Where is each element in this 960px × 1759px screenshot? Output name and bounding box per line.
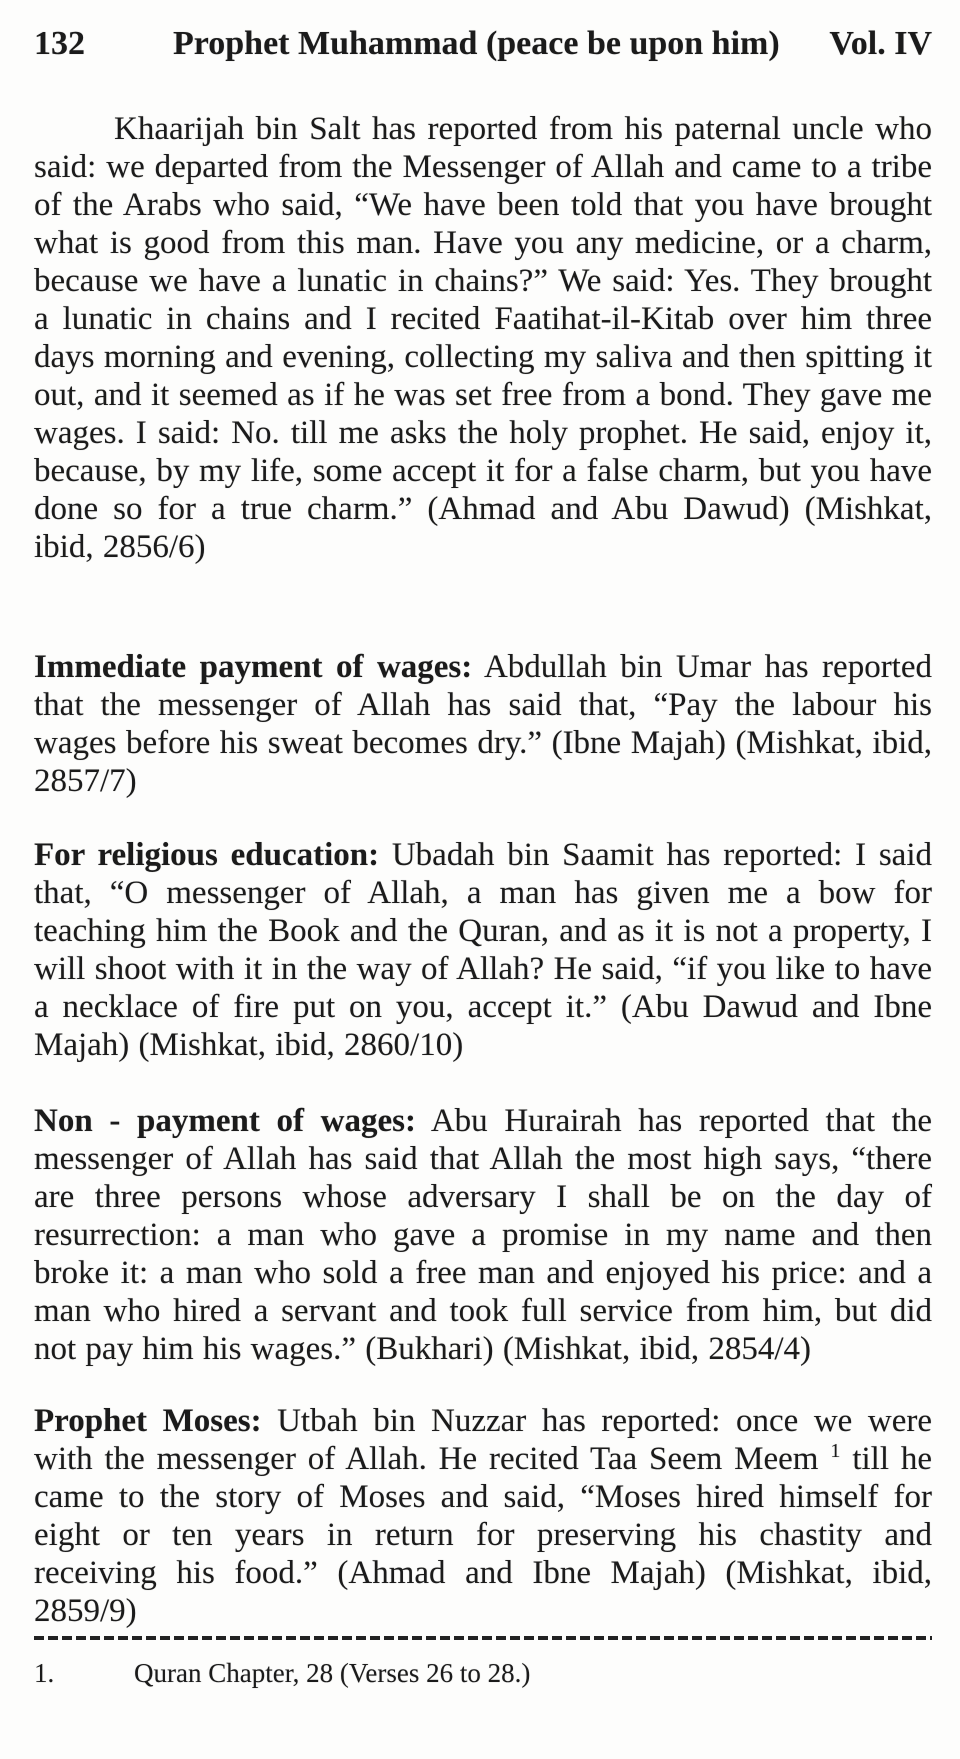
- paragraph-text: Abu Hurairah has reported that the messenger of Allah has said that Allah the most high says, “there are three persons whose adversary I shall be on the day of resurrection: a man who gave a promise in my name and then broke it: a man who sold a free man and enjoyed his price: and a man who hired a servant and took full service from him, but did not pay him his wages.” (Bukhari) (Mishkat, ibid, 2854/4): [34, 1103, 933, 1367]
- paragraph-heading: Immediate payment of wages:: [34, 649, 473, 685]
- paragraph-text: Abdullah bin Umar has reported that the messenger of Allah has said that, “Pay the labour his wages before his sweat becomes dry.” (Ibne Majah) (Mishkat, ibid, 2857/7): [34, 649, 932, 799]
- footnote-reference: 1: [830, 1440, 841, 1462]
- paragraph-text: till he came to the story of Moses and said, “Moses hired himself for eight or ten years in return for preserving his chastity and receiving his food.” (Ahmad and Ibne Majah) (Mishkat, ibid, 2859/9): [34, 1441, 932, 1629]
- paragraph-text: Utbah bin Nuzzar has reported: once we were with the messenger of Allah. He recited Taa Seem Meem: [34, 1403, 932, 1477]
- footnote: [34, 1656, 932, 1690]
- page-header: [34, 24, 932, 64]
- paragraph-heading: Prophet Moses:: [34, 1403, 262, 1439]
- paragraph-heading: Non - payment of wages:: [34, 1103, 416, 1139]
- paragraph-non-payment: [34, 1102, 932, 1368]
- volume-label: Vol. IV: [829, 25, 932, 62]
- page-title: Prophet Muhammad (peace be upon him): [173, 25, 780, 62]
- footnote-text: Quran Chapter, 28 (Verses 26 to 28.): [134, 1658, 531, 1688]
- paragraph-religious-education: [34, 836, 932, 1064]
- paragraph-khaarijah: [34, 110, 932, 566]
- paragraph-heading: For religious education:: [34, 837, 380, 873]
- paragraph-prophet-moses: [34, 1402, 932, 1630]
- footnote-separator: [34, 1636, 932, 1640]
- paragraph-text: Ubadah bin Saamit has reported: I said that, “O messenger of Allah, a man has given me a bow for teaching him the Book and the Quran, and as it is not a property, I will shoot with it in the way of Allah? He said, “if you like to have a necklace of fire put on you, accept it.” (Abu Dawud and Ibne Majah) (Mishkat, ibid, 2860/10): [34, 837, 932, 1063]
- paragraph-text: Khaarijah bin Salt has reported from his paternal uncle who said: we departed from the Messenger of Allah and came to a tribe of the Arabs who said, “We have been told that you have brought what is good from this man. Have you any medicine, or a charm, because we have a lunatic in chains?” We said: Yes. They brought a lunatic in chains and I recited Faatihat-il-Kitab over him three days morning and evening, collecting my saliva and then spitting it out, and it seemed as if he was set free from a bond. They gave me wages. I said: No. till me asks the holy prophet. He said, enjoy it, because, by my life, some accept it for a false charm, but you have done so for a true charm.” (Ahmad and Abu Dawud) (Mishkat, ibid, 2856/6): [34, 111, 932, 565]
- paragraph-immediate-payment: [34, 648, 932, 800]
- page-number: 132: [34, 25, 85, 62]
- footnote-number: 1.: [34, 1658, 55, 1688]
